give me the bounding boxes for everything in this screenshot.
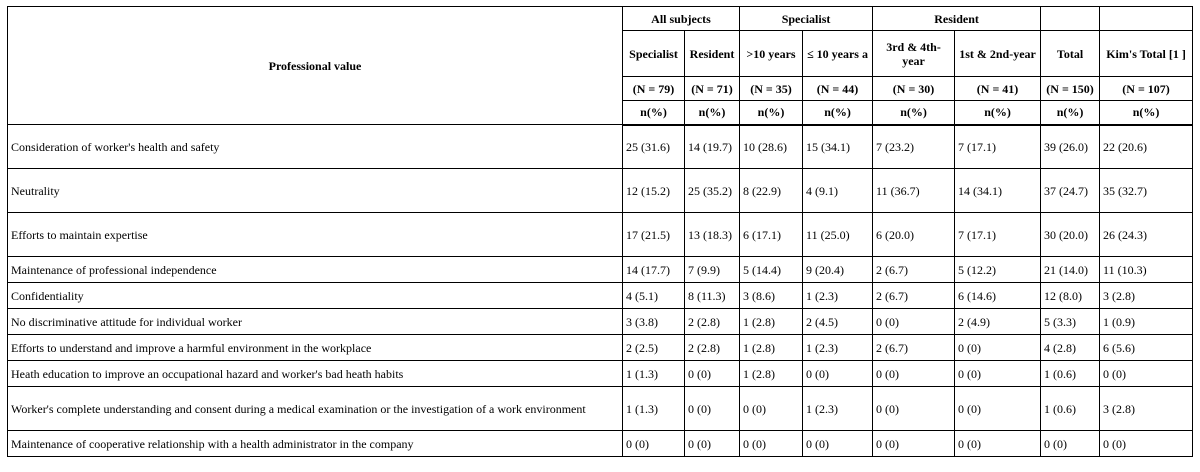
- row-label: Consideration of worker's health and safety: [8, 125, 623, 169]
- table-cell: 0 (0): [955, 431, 1041, 457]
- count-header: (N = 150): [1041, 77, 1100, 101]
- table-cell: 2 (2.8): [685, 309, 740, 335]
- table-row: [8, 213, 1193, 257]
- group-header-blank-total: [1041, 7, 1100, 31]
- row-label: Heath education to improve an occupational hazard and worker's bad heath habits: [8, 361, 623, 387]
- table-cell: 3 (2.8): [1100, 283, 1193, 309]
- table-row: [8, 125, 1193, 169]
- table-cell: 8 (11.3): [685, 283, 740, 309]
- table-row: [8, 257, 1193, 283]
- table-cell: 1 (2.8): [740, 335, 803, 361]
- count-header: (N = 35): [740, 77, 803, 101]
- table-cell: 2 (2.5): [623, 335, 685, 361]
- group-header-all-subjects: All subjects: [623, 7, 740, 31]
- table-row: [8, 169, 1193, 213]
- table-cell: 4 (5.1): [623, 283, 685, 309]
- table-cell: 8 (22.9): [740, 169, 803, 213]
- table-row: [8, 387, 1193, 431]
- unit-header: n(%): [623, 101, 685, 125]
- column-header: 3rd & 4th-year: [873, 31, 955, 77]
- row-label: Confidentiality: [8, 283, 623, 309]
- table-cell: 12 (15.2): [623, 169, 685, 213]
- table-cell: 0 (0): [685, 431, 740, 457]
- table-cell: 35 (32.7): [1100, 169, 1193, 213]
- table-cell: 14 (34.1): [955, 169, 1041, 213]
- table-cell: 7 (17.1): [955, 125, 1041, 169]
- table-cell: 25 (35.2): [685, 169, 740, 213]
- row-label: Worker's complete understanding and consent during a medical examination or the investigation of a work environment: [8, 387, 623, 431]
- table-cell: 6 (20.0): [873, 213, 955, 257]
- row-label: Neutrality: [8, 169, 623, 213]
- table-cell: 2 (4.9): [955, 309, 1041, 335]
- table-cell: 1 (2.3): [803, 335, 873, 361]
- table-cell: 0 (0): [740, 387, 803, 431]
- table-cell: 5 (14.4): [740, 257, 803, 283]
- table-cell: 0 (0): [955, 387, 1041, 431]
- row-label: Efforts to understand and improve a harmful environment in the workplace: [8, 335, 623, 361]
- count-header: (N = 44): [803, 77, 873, 101]
- table-cell: 2 (2.8): [685, 335, 740, 361]
- unit-header: n(%): [873, 101, 955, 125]
- table-cell: 2 (4.5): [803, 309, 873, 335]
- table-row: [8, 309, 1193, 335]
- table-cell: 6 (5.6): [1100, 335, 1193, 361]
- table-cell: 0 (0): [740, 431, 803, 457]
- count-header: (N = 30): [873, 77, 955, 101]
- unit-header: n(%): [955, 101, 1041, 125]
- table-cell: 0 (0): [803, 431, 873, 457]
- table-cell: 3 (2.8): [1100, 387, 1193, 431]
- table-cell: 5 (12.2): [955, 257, 1041, 283]
- column-header: ≤ 10 years a: [803, 31, 873, 77]
- table-cell: 7 (9.9): [685, 257, 740, 283]
- table-cell: 11 (25.0): [803, 213, 873, 257]
- table-cell: 12 (8.0): [1041, 283, 1100, 309]
- table-cell: 9 (20.4): [803, 257, 873, 283]
- table-cell: 11 (10.3): [1100, 257, 1193, 283]
- table-cell: 2 (6.7): [873, 257, 955, 283]
- column-header: 1st & 2nd-year: [955, 31, 1041, 77]
- table-cell: 0 (0): [873, 387, 955, 431]
- table-cell: 10 (28.6): [740, 125, 803, 169]
- group-header-specialist: Specialist: [740, 7, 873, 31]
- table-cell: 6 (14.6): [955, 283, 1041, 309]
- table-cell: 0 (0): [873, 361, 955, 387]
- table-header: [8, 7, 1193, 125]
- count-header: (N = 107): [1100, 77, 1193, 101]
- row-label: No discriminative attitude for individual worker: [8, 309, 623, 335]
- count-header: (N = 79): [623, 77, 685, 101]
- row-label: Maintenance of cooperative relationship with a health administrator in the company: [8, 431, 623, 457]
- table-cell: 0 (0): [873, 309, 955, 335]
- group-header-blank-kim: [1100, 7, 1193, 31]
- table-cell: 1 (1.3): [623, 387, 685, 431]
- table-cell: 1 (2.3): [803, 283, 873, 309]
- unit-header: n(%): [1041, 101, 1100, 125]
- table-cell: 6 (17.1): [740, 213, 803, 257]
- unit-header: n(%): [1100, 101, 1193, 125]
- column-header: Resident: [685, 31, 740, 77]
- table-cell: 1 (0.6): [1041, 361, 1100, 387]
- column-header: Kim's Total [1 ]: [1100, 31, 1193, 77]
- table-cell: 26 (24.3): [1100, 213, 1193, 257]
- professional-value-header: Professional value: [8, 7, 623, 125]
- table-cell: 0 (0): [623, 431, 685, 457]
- unit-header: n(%): [740, 101, 803, 125]
- table-cell: 2 (6.7): [873, 335, 955, 361]
- table-row: [8, 283, 1193, 309]
- count-header: (N = 71): [685, 77, 740, 101]
- table-cell: 1 (2.3): [803, 387, 873, 431]
- table-cell: 0 (0): [803, 361, 873, 387]
- table-cell: 4 (9.1): [803, 169, 873, 213]
- table-cell: 37 (24.7): [1041, 169, 1100, 213]
- unit-header: n(%): [803, 101, 873, 125]
- table-cell: 7 (17.1): [955, 213, 1041, 257]
- table-cell: 0 (0): [685, 387, 740, 431]
- table-cell: 39 (26.0): [1041, 125, 1100, 169]
- table-cell: 21 (14.0): [1041, 257, 1100, 283]
- table-cell: 22 (20.6): [1100, 125, 1193, 169]
- table-cell: 17 (21.5): [623, 213, 685, 257]
- table-cell: 0 (0): [955, 335, 1041, 361]
- table-cell: 3 (3.8): [623, 309, 685, 335]
- column-header: Total: [1041, 31, 1100, 77]
- table-cell: 11 (36.7): [873, 169, 955, 213]
- table-row: [8, 335, 1193, 361]
- table-cell: 4 (2.8): [1041, 335, 1100, 361]
- table-cell: 0 (0): [1100, 431, 1193, 457]
- table-cell: 1 (0.9): [1100, 309, 1193, 335]
- unit-header: n(%): [685, 101, 740, 125]
- table-cell: 3 (8.6): [740, 283, 803, 309]
- column-header: Specialist: [623, 31, 685, 77]
- table-cell: 2 (6.7): [873, 283, 955, 309]
- table-cell: 13 (18.3): [685, 213, 740, 257]
- table-cell: 5 (3.3): [1041, 309, 1100, 335]
- table-row: [8, 431, 1193, 457]
- table-cell: 7 (23.2): [873, 125, 955, 169]
- table-cell: 0 (0): [955, 361, 1041, 387]
- row-label: Efforts to maintain expertise: [8, 213, 623, 257]
- professional-values-table: [7, 6, 1193, 457]
- table-cell: 25 (31.6): [623, 125, 685, 169]
- table-cell: 1 (2.8): [740, 309, 803, 335]
- count-header: (N = 41): [955, 77, 1041, 101]
- table-cell: 1 (1.3): [623, 361, 685, 387]
- table-cell: 30 (20.0): [1041, 213, 1100, 257]
- table-cell: 0 (0): [1100, 361, 1193, 387]
- table-cell: 1 (0.6): [1041, 387, 1100, 431]
- table-body: [8, 125, 1193, 457]
- table-row: [8, 361, 1193, 387]
- table-cell: 14 (19.7): [685, 125, 740, 169]
- table-cell: 0 (0): [873, 431, 955, 457]
- table-cell: 0 (0): [1041, 431, 1100, 457]
- column-header: >10 years: [740, 31, 803, 77]
- group-header-resident: Resident: [873, 7, 1041, 31]
- table-cell: 1 (2.8): [740, 361, 803, 387]
- table-cell: 15 (34.1): [803, 125, 873, 169]
- row-label: Maintenance of professional independence: [8, 257, 623, 283]
- table-cell: 14 (17.7): [623, 257, 685, 283]
- table-cell: 0 (0): [685, 361, 740, 387]
